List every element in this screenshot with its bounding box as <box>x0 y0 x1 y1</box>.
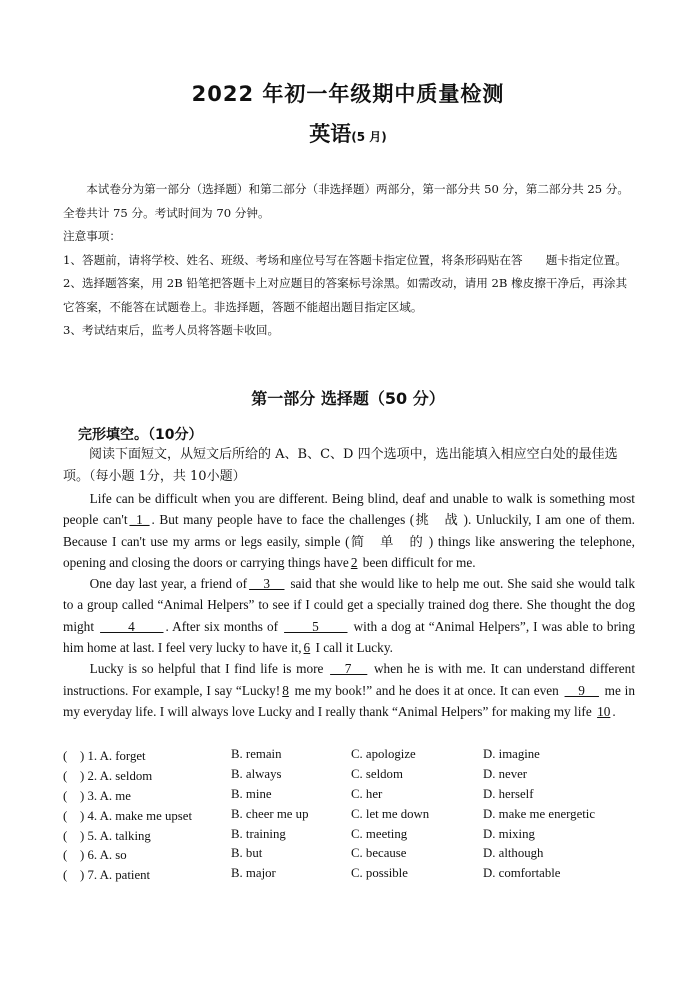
option-d: D. although <box>483 846 544 861</box>
option-d: D. comfortable <box>483 866 561 881</box>
option-c: C. apologize <box>351 747 416 762</box>
option-a: ( ) 1. A. forget <box>63 749 146 764</box>
option-row <box>63 864 633 884</box>
passage-text: . <box>612 703 616 719</box>
blank-10: 10 <box>597 703 611 719</box>
notes-item-2: 2、选择题答案，用 2B 铅笔把答题卡上对应题目的答案标号涂黑。如需改动，请用 2B 橡皮擦干净后，再涂其它答案，不能答在试题卷上。非选择题，答题不能超出题目指定区域。 <box>63 276 628 314</box>
blank-7: 7 <box>330 661 368 677</box>
option-b: B. mine <box>231 786 272 801</box>
option-c: C. let me down <box>351 806 430 821</box>
month-label: (5 月) <box>351 130 387 144</box>
option-a: ( ) 6. A. so <box>63 848 127 863</box>
option-row <box>63 785 633 805</box>
passage-text: . But many people have to face the challenges (挑 战 ). Unluckily, I am one of them. Because I can't use my arms or legs easily, simple (简 单 的 ) things like answering the telephone, opening and closing the doors or carrying things have <box>63 512 636 570</box>
option-b: B. training <box>231 826 286 841</box>
cloze-heading: 完形填空。（10分） <box>78 427 203 443</box>
option-c: C. meeting <box>351 826 408 841</box>
option-c: C. seldom <box>351 767 403 782</box>
option-d: D. imagine <box>483 747 540 762</box>
option-b: B. remain <box>231 747 282 762</box>
option-d: D. mixing <box>483 826 535 841</box>
option-d: D. herself <box>483 786 534 801</box>
option-row <box>63 745 633 765</box>
passage-text: Life can be difficult when you are different. Being blind, deaf and unable to walk is something most people can't <box>63 491 635 528</box>
passage-text: said that she would like to help me out. She said she would talk to a group called “Animal Helpers” to see if I could get a specially trained dog there. She thought the dog might <box>63 576 636 634</box>
option-d: D. never <box>483 767 528 782</box>
blank-4: 4 <box>100 618 164 634</box>
blank-6: 6 <box>303 640 311 656</box>
passage-paragraph-3 <box>63 658 635 722</box>
option-row <box>63 804 633 824</box>
option-b: B. but <box>231 846 263 861</box>
option-c: C. possible <box>351 866 408 881</box>
notes-item-1: 1、答题前，请将学校、姓名、班级、考场和座位号写在答题卡指定位置，将条形码贴在答 题卡指定位置。 <box>63 252 627 267</box>
blank-2: 2 <box>350 554 358 570</box>
answer-options <box>63 745 633 884</box>
cloze-passage <box>63 488 635 722</box>
option-a: ( ) 4. A. make me upset <box>63 808 193 823</box>
passage-text: I call it Lucky. <box>312 640 393 656</box>
option-b: B. major <box>231 866 276 881</box>
option-b: B. cheer me up <box>231 806 309 821</box>
passage-text: with a dog at “Animal Helpers”, I was able to bring him home at last. I feel very lucky to have it, <box>63 618 635 656</box>
exam-notes <box>63 178 635 343</box>
option-d: D. make me energetic <box>483 806 596 821</box>
option-a: ( ) 5. A. talking <box>63 828 151 843</box>
passage-text: been difficult for me. <box>359 554 476 570</box>
passage-text: Lucky is so helpful that I find life is more <box>89 661 324 677</box>
passage-text: One day last year, a friend of <box>89 576 248 592</box>
option-b: B. always <box>231 767 282 782</box>
notes-item-3: 3、考试结束后，监考人员将答题卡收回。 <box>63 323 280 337</box>
passage-text: when he is with me. It can understand different instructions. For example, I say “Lucky! <box>63 661 636 698</box>
blank-1: _1_ <box>129 512 150 528</box>
passage-paragraph-1 <box>63 488 635 573</box>
option-c: C. her <box>351 786 383 801</box>
option-a: ( ) 3. A. me <box>63 788 131 803</box>
option-row <box>63 844 633 864</box>
passage-text: . After six months of <box>165 618 279 634</box>
blank-5: 5 <box>284 618 348 634</box>
passage-text: me in my everyday life. I will always love Lucky and I really thank “Animal Helpers” for making my life <box>63 682 635 719</box>
option-row <box>63 765 633 785</box>
option-row <box>63 824 633 844</box>
notes-heading: 注意事项： <box>63 229 121 243</box>
exam-title: 2022 年初一年级期中质量检测 <box>191 82 505 106</box>
passage-text: me my book!” and he does it at once. It can even <box>290 682 559 698</box>
blank-8: 8 <box>282 682 289 698</box>
blank-9: 9 <box>564 682 599 698</box>
option-a: ( ) 7. A. patient <box>63 868 151 883</box>
notes-intro: 本试卷分为第一部分（选择题）和第二部分（非选择题）两部分，第一部分共 50 分，第二部分共 25 分。全卷共计 75 分。考试时间为 70 分钟。 <box>63 182 629 220</box>
cloze-instructions: 阅读下面短文，从短文后所给的 A、B、C、D 四个选项中，选出能填入相应空白处的最佳选项。（每小题 1分，共 10小题） <box>63 447 618 484</box>
section-title: 第一部分 选择题（50 分） <box>251 389 445 408</box>
option-a: ( ) 2. A. seldom <box>63 769 153 784</box>
subject-label: 英语 <box>309 122 352 146</box>
passage-paragraph-2 <box>63 573 635 658</box>
option-c: C. because <box>351 846 407 861</box>
blank-3: 3 <box>249 576 285 592</box>
exam-subtitle <box>0 118 696 148</box>
